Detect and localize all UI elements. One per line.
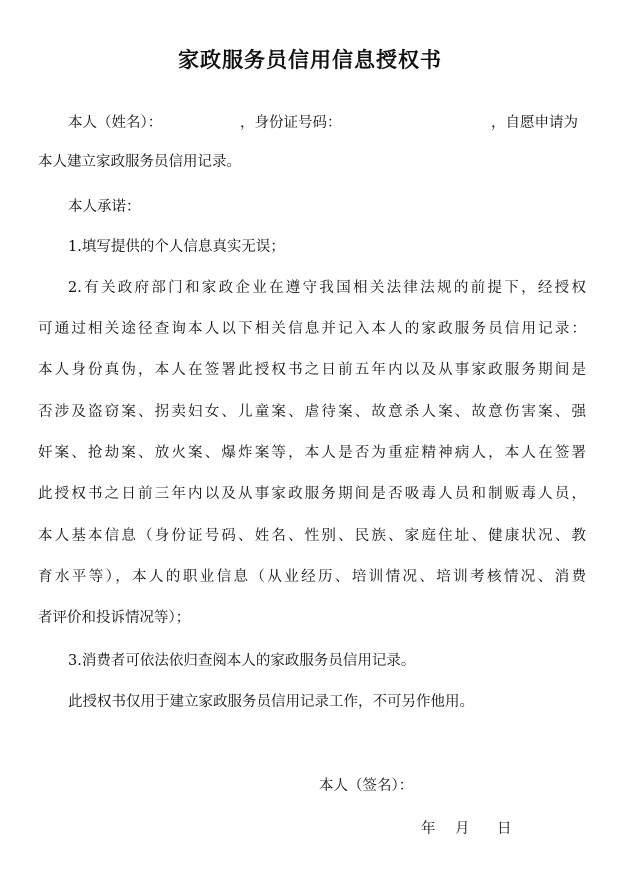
commitment-item-2-line: 者评价和投诉情况等）；	[38, 610, 191, 626]
intro-line-1	[0, 112, 620, 134]
intro-line-2: 本人建立家政服务员信用记录。	[38, 154, 241, 170]
commitment-item-2-line: 2.有关政府部门和家政企业在遵守我国相关法律法规的前提下，经授权	[68, 280, 586, 296]
commitment-item-2-line: 育水平等），本人的职业信息（从业经历、培训情况、培训考核情况、消费	[38, 569, 586, 585]
usage-note: 此授权书仅用于建立家政服务员信用记录工作，不可另作他用。	[68, 694, 474, 710]
commitment-item-1: 1.填写提供的个人信息真实无误；	[68, 239, 285, 255]
commitment-item-3: 3.消费者可依法依归查阅本人的家政服务员信用记录。	[68, 653, 416, 669]
commitment-item-2-line: 否涉及盗窃案、拐卖妇女、儿童案、虐待案、故意杀人案、故意伤害案、强	[38, 404, 586, 420]
commitment-item-2-line: 本人身份真伪，本人在签署此授权书之日前五年内以及从事家政服务期间是	[38, 362, 586, 378]
document-title: 家政服务员信用信息授权书	[178, 48, 442, 72]
signature-label: 本人（签名）：	[319, 778, 414, 794]
date-month-label: 月	[455, 821, 470, 837]
name-label: 本人（姓名）：	[68, 115, 163, 131]
date-day-label: 日	[497, 821, 512, 837]
commitment-item-2-line: 此授权书之日前三年内以及从事家政服务期间是否吸毒人员和制贩毒人员，	[38, 486, 586, 502]
commitment-item-2-line: 可通过相关途径查询本人以下相关信息并记入本人的家政服务员信用记录：	[38, 321, 586, 337]
commitment-item-2-line: 奸案、抢劫案、放火案、爆炸案等，本人是否为重症精神病人，本人在签署	[38, 445, 586, 461]
date-year-label: 年	[421, 821, 436, 837]
commitment-item-2-line: 本人基本信息（身份证号码、姓名、性别、民族、家庭住址、健康状况、教	[38, 528, 586, 544]
apply-text: ，自愿申请为	[491, 115, 578, 131]
commitment-heading: 本人承诺：	[68, 199, 141, 215]
id-number-label: ，身份证号码：	[240, 115, 342, 131]
